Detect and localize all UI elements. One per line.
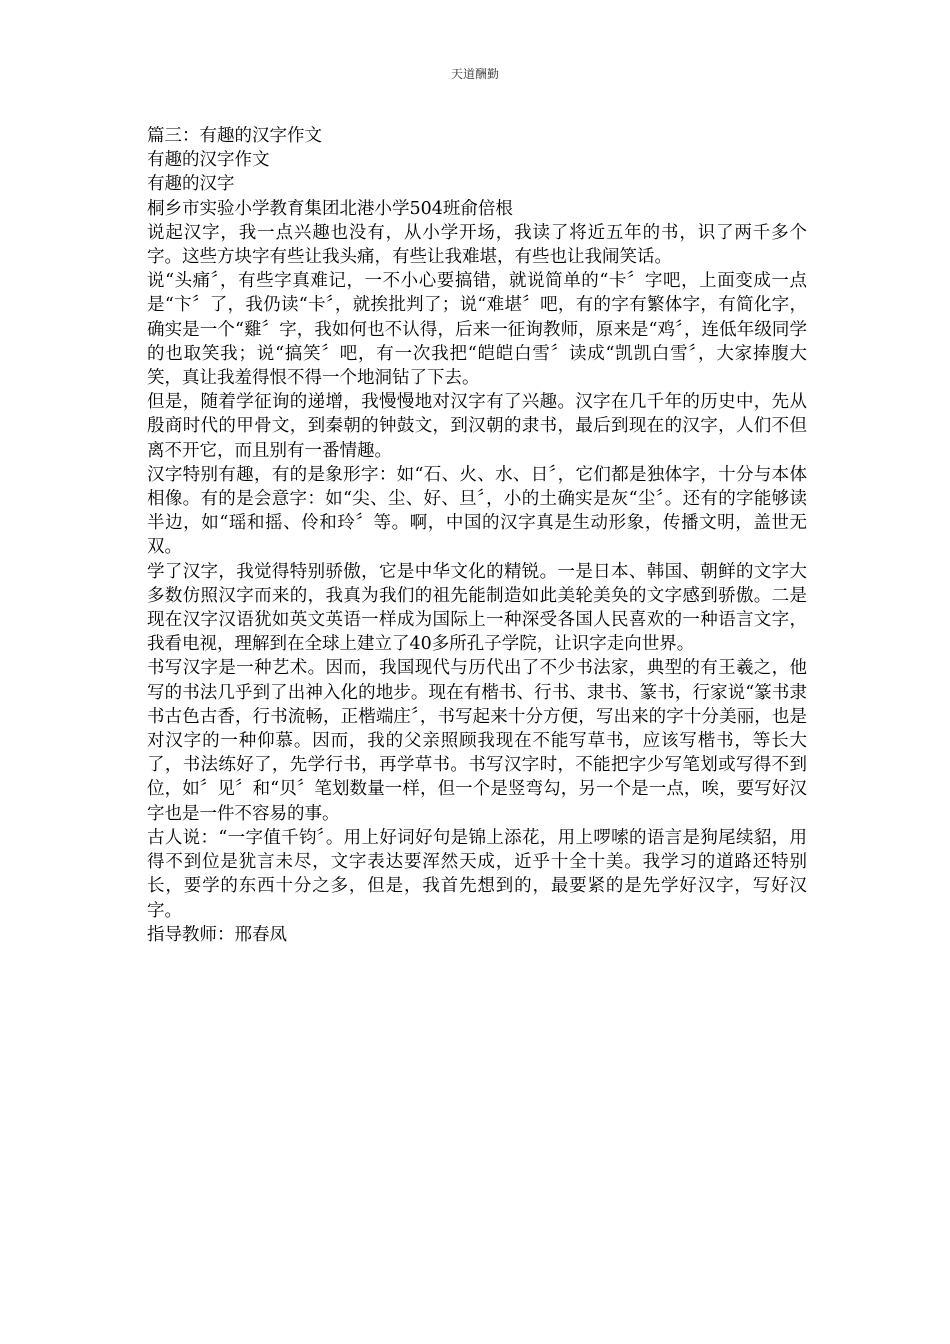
essay-subtitle: 有趣的汉字 xyxy=(147,174,235,195)
paragraph-7: 古人说：“一字值千钧〞。用上好词好句是锦上添花，用上啰嗦的语言是狗尾续貂，用得不到位是犹言未尽，文字表达要浑然天成，近乎十全十美。我学习的道路还特别长，要学的东西十分之多，但是，我首先想到的，最要紧的是先学好汉字，写好汉字。 xyxy=(147,827,807,921)
page-header: 天道酬勤 xyxy=(450,67,499,81)
paragraph-3: 但是，随着学征询的递增，我慢慢地对汉字有了兴趣。汉字在几千年的历史中，先从殷商时代的甲骨文，到秦朝的钟鼓文，到汉朝的隶书，最后到现在的汉字，人们不但离不开它，而且别有一番情趣。 xyxy=(147,392,807,461)
paragraph-5: 学了汉字，我觉得特别骄傲，它是中华文化的精锐。一是日本、韩国、朝鲜的文字大多数仿照汉字而来的，我真为我们的祖先能制造如此美轮美奂的文字感到骄傲。二是现在汉字汉语犹如英文英语一样成为国际上一种深受各国人民喜欢的一种语言文字，我看电视，理解到在全球上建立了40多所孔子学院，让识字走向世界。 xyxy=(147,561,807,655)
teacher-line: 指导教师：邢春凤 xyxy=(147,924,287,945)
paragraph-6: 书写汉字是一种艺术。因而，我国现代与历代出了不少书法家，典型的有王羲之，他写的书法几乎到了出神入化的地步。现在有楷书、行书、隶书、篆书，行家说“篆书隶书古色古香，行书流畅，正楷端庄〞，书写起来十分方便，写出来的字十分美丽，也是对汉字的一种仰慕。因而，我的父亲照顾我现在不能写草书，应该写楷书，等长大了，书法练好了，先学行书，再学草书。书写汉字时，不能把字少写笔划或写得不到位，如〞见〞和“贝〞笔划数量一样，但一个是竖弯勾，另一个是一点，唉，要写好汉字也是一件不容易的事。 xyxy=(147,658,807,824)
paragraph-2: 说“头痛〞，有些字真难记，一不小心要搞错，就说简单的“卡〞字吧，上面变成一点是“卞〞了，我仍读“卡〞，就挨批判了；说“难堪〞吧，有的字有繁体字，有简化字，确实是一个“雞〞字，我如何也不认得，后来一征询教师，原来是“鸡〞，连低年级同学的也取笑我；说“搞笑〞吧，有一次我把“皑皑白雪〞读成“凯凯白雪〞，大家捧腹大笑，真让我羞得恨不得一个地洞钻了下去。 xyxy=(147,271,807,389)
essay-title: 有趣的汉字作文 xyxy=(147,150,270,171)
document-body xyxy=(147,124,807,947)
author-line: 桐乡市实验小学教育集团北港小学504班俞倍根 xyxy=(147,198,513,219)
section-heading: 篇三：有趣的汉字作文 xyxy=(147,126,322,146)
paragraph-4: 汉字特别有趣，有的是象形字：如“石、火、水、日〞，它们都是独体字，十分与本体相像。有的是会意字：如“尖、尘、好、旦〞，小的土确实是灰“尘〞。还有的字能够读半边，如“瑶和摇、伶和玲〞等。啊，中国的汉字真是生动形象，传播文明，盖世无双。 xyxy=(147,464,807,558)
paragraph-1: 说起汉字，我一点兴趣也没有，从小学开场，我读了将近五年的书，识了两千多个字。这些方块字有些让我头痛，有些让我难堪，有些也让我闹笑话。 xyxy=(147,222,807,268)
